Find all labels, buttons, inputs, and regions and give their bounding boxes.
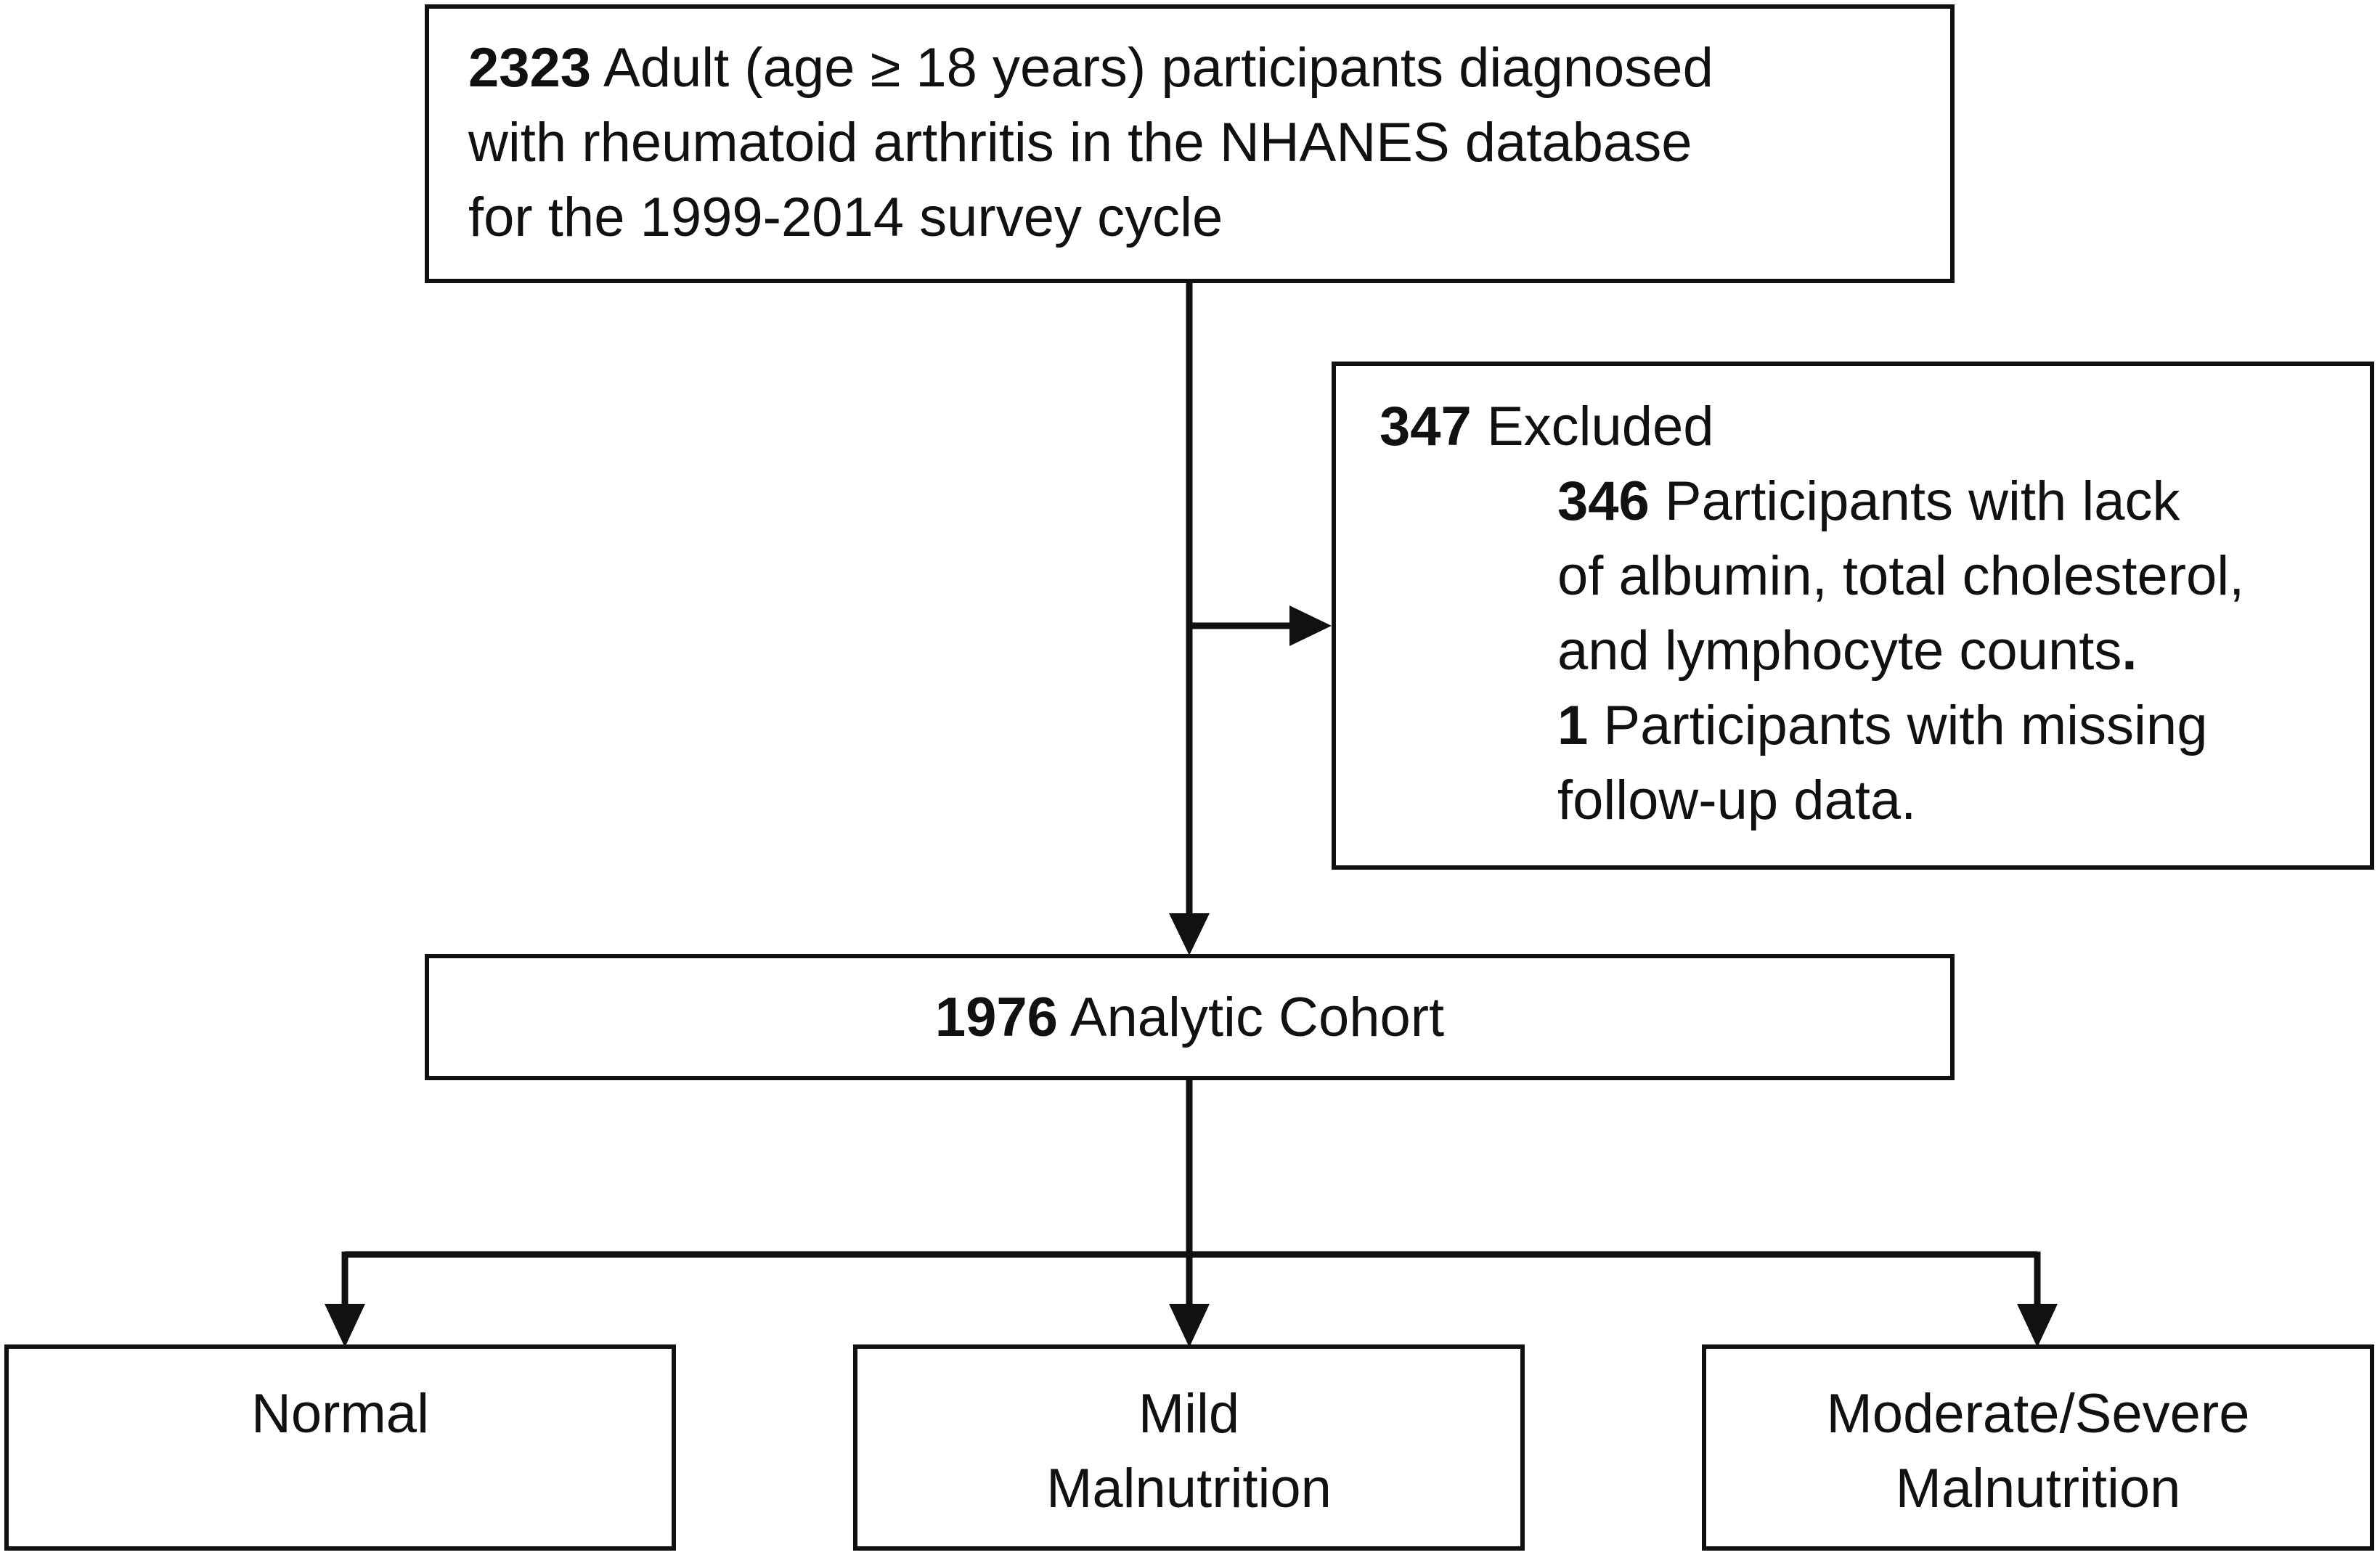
cohort-label: Analytic Cohort [1057, 987, 1445, 1048]
top-box-line2: with rheumatoid arthritis in the NHANES database [468, 112, 1692, 174]
group-normal-text [4, 1376, 676, 1451]
exclusion-reason-2-line2: follow-up data. [1557, 770, 1917, 831]
exclusion-reason-2-count: 1 [1557, 695, 1589, 756]
arrowhead-to-excluded [1289, 605, 1332, 646]
arrowhead-to-mild [1169, 1304, 1210, 1347]
top-box-line3: for the 1999-2014 survey cycle [468, 187, 1223, 248]
arrowhead-to-cohort [1169, 913, 1210, 955]
arrowhead-to-moderate [2017, 1304, 2058, 1347]
excluded-header: 347 Excluded [1379, 396, 1714, 457]
group-mild-line2: Malnutrition [1046, 1458, 1332, 1519]
excluded-count: 347 [1379, 396, 1472, 457]
group-moderate-text [1702, 1376, 2374, 1526]
group-normal-line1: Normal [251, 1383, 429, 1445]
exclusion-reason-1-line3: and lymphocyte counts. [1557, 620, 2137, 682]
cohort-box-text [425, 980, 1955, 1055]
exclusion-reason-1-line2: of albumin, total cholesterol, [1557, 545, 2245, 607]
top-box-line1: 2323 Adult (age ≥ 18 years) participants diagnosed [468, 37, 1713, 99]
group-moderate-line1: Moderate/Severe [1826, 1383, 2250, 1445]
group-moderate-line2: Malnutrition [1895, 1458, 2181, 1519]
excluded-box-text [1379, 389, 2244, 838]
top-box-text [468, 30, 1713, 255]
group-mild-line1: Mild [1138, 1383, 1240, 1445]
cohort-count: 1976 [934, 987, 1058, 1048]
group-mild-text [853, 1376, 1525, 1526]
arrowhead-to-normal [325, 1304, 365, 1347]
exclusion-reason-2-line1: 1 Participants with missing [1557, 695, 2208, 756]
top-box-count: 2323 [468, 37, 592, 99]
exclusion-reason-1-line1: 346 Participants with lack [1557, 470, 2180, 532]
exclusion-reason-1-count: 346 [1557, 470, 1650, 532]
